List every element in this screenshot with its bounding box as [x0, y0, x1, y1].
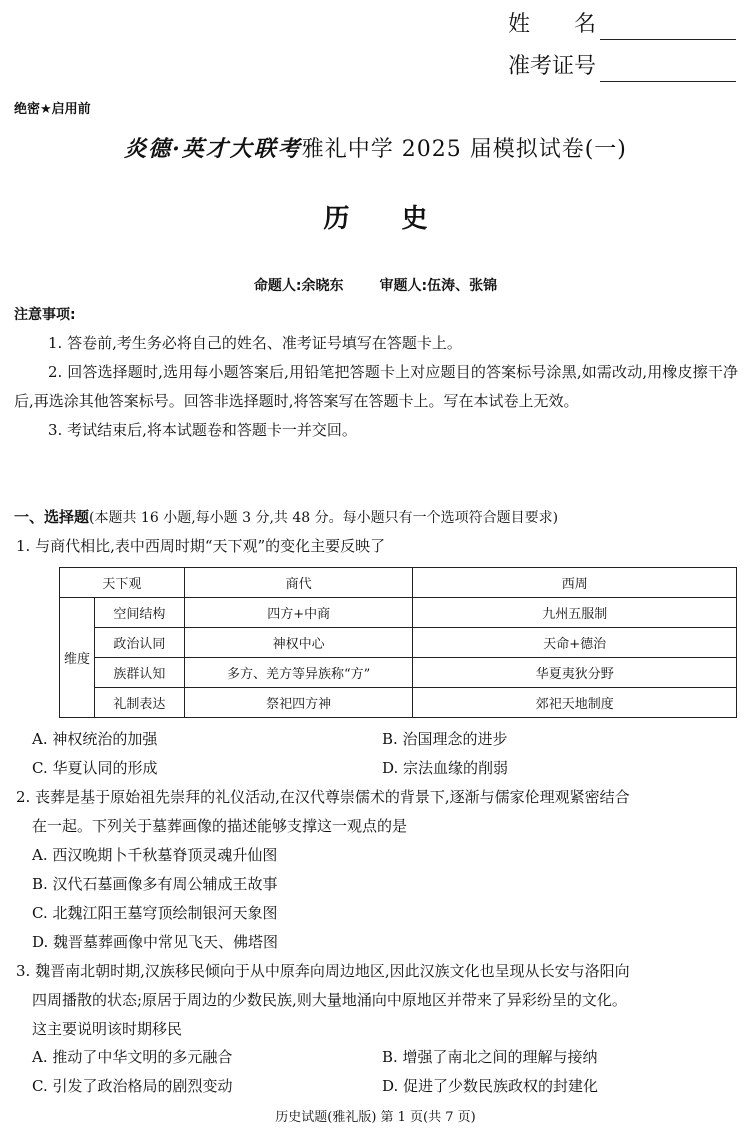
q3-stem-line: 四周播散的状态;原居于周边的少数民族,则大量地涌向中原地区并带来了异彩纷呈的文化。	[32, 991, 627, 1009]
subject-title: 历史	[323, 204, 480, 234]
table-row	[60, 658, 737, 688]
name-field	[508, 10, 736, 40]
ticket-label: 准考证号	[508, 54, 597, 79]
q1-option-a[interactable]: A. 神权统治的加强	[32, 730, 158, 748]
table-cell: 华夏夷狄分野	[413, 658, 737, 688]
q1-option-d[interactable]: D. 宗法血缘的削弱	[382, 759, 509, 777]
q1-stem: 1. 与商代相比,表中西周时期“天下观”的变化主要反映了	[16, 537, 386, 555]
notice-heading: 注意事项:	[14, 307, 76, 323]
secret-mark: 绝密★启用前	[14, 102, 91, 117]
table-row	[60, 688, 737, 718]
name-label: 姓 名	[508, 12, 597, 37]
page-footer: 历史试题(雅礼版) 第 1 页(共 7 页)	[275, 1110, 476, 1125]
table-row	[60, 568, 737, 598]
q1-options	[32, 725, 732, 783]
q2-option-a[interactable]: A. 西汉晚期卜千秋墓脊顶灵魂升仙图	[32, 846, 278, 864]
candidate-fields	[508, 10, 736, 94]
ticket-field	[508, 52, 736, 82]
q1-option-c[interactable]: C. 华夏认同的形成	[32, 759, 158, 777]
q2-stem-line: 2. 丧葬是基于原始祖先崇拜的礼仪活动,在汉代尊崇儒术的背景下,逐渐与儒家伦理观紧密结合	[16, 788, 630, 806]
section-title: 一、选择题	[14, 508, 90, 526]
section-header	[14, 506, 558, 527]
table-header-cell: 天下观	[60, 568, 185, 598]
notice-item: 2. 回答选择题时,选用每小题答案后,用铅笔把答题卡上对应题目的答案标号涂黑,如需改动,用橡皮擦干净后,再选涂其他答案标号。回答非选择题时,将答案写在答题卡上。写在本试卷上无效。	[14, 363, 738, 410]
exam-title-rest: 雅礼中学 2025 届模拟试卷(一)	[301, 137, 627, 162]
q1-option-b[interactable]: B. 治国理念的进步	[382, 730, 508, 748]
q3-option-d[interactable]: D. 促进了少数民族政权的封建化	[382, 1077, 599, 1095]
q3-option-a[interactable]: A. 推动了中华文明的多元融合	[32, 1048, 233, 1066]
setter: 命题人:余晓东	[253, 278, 344, 294]
q2-stem-line: 在一起。下列关于墓葬画像的描述能够支撑这一观点的是	[32, 817, 408, 835]
q2-stem	[16, 783, 738, 841]
notice-item: 3. 考试结束后,将本试题卷和答题卡一并交回。	[48, 421, 357, 439]
q3-option-c[interactable]: C. 引发了政治格局的剧烈变动	[32, 1077, 233, 1095]
ticket-blank[interactable]	[600, 59, 736, 82]
table-cell: 空间结构	[94, 598, 184, 628]
q1-table	[59, 567, 737, 718]
q3-stem-line: 这主要说明该时期移民	[32, 1020, 183, 1038]
table-cell: 四方+中商	[184, 598, 413, 628]
table-header-cell: 西周	[413, 568, 737, 598]
q2-option-b[interactable]: B. 汉代石墓画像多有周公辅成王故事	[32, 875, 278, 893]
authors	[0, 275, 751, 295]
table-cell: 神权中心	[184, 628, 413, 658]
q3-options	[32, 1043, 732, 1101]
q2-options	[32, 841, 732, 957]
q2-option-c[interactable]: C. 北魏江阳王墓穹顶绘制银河天象图	[32, 904, 278, 922]
table-row	[60, 598, 737, 628]
table-cell: 天命+德治	[413, 628, 737, 658]
table-header-cell: 商代	[184, 568, 413, 598]
section-desc: (本题共 16 小题,每小题 3 分,共 48 分。每小题只有一个选项符合题目要求)	[89, 510, 559, 526]
q3-option-b[interactable]: B. 增强了南北之间的理解与接纳	[382, 1048, 598, 1066]
table-row	[60, 628, 737, 658]
table-cell: 九州五服制	[413, 598, 737, 628]
q3-stem	[16, 957, 738, 1044]
table-cell: 多方、羌方等异族称“方”	[184, 658, 413, 688]
q3-stem-line: 3. 魏晋南北朝时期,汉族移民倾向于从中原奔向周边地区,因此汉族文化也呈现从长安与洛阳向	[16, 962, 630, 980]
name-blank[interactable]	[600, 17, 736, 40]
table-cell: 礼制表达	[94, 688, 184, 718]
q2-option-d[interactable]: D. 魏晋墓葬画像中常见飞天、佛塔图	[32, 933, 279, 951]
table-cell: 郊祀天地制度	[413, 688, 737, 718]
reviewer: 审题人:伍涛、张锦	[379, 278, 498, 294]
table-group-label: 维度	[60, 598, 95, 718]
notice-item: 1. 答卷前,考生务必将自己的姓名、准考证号填写在答题卡上。	[48, 334, 462, 352]
table-cell: 族群认知	[94, 658, 184, 688]
table-cell: 祭祀四方神	[184, 688, 413, 718]
notice-list	[14, 329, 738, 445]
table-cell: 政治认同	[94, 628, 184, 658]
exam-title	[0, 132, 751, 163]
exam-brand: 炎德·英才大联考	[124, 136, 302, 162]
